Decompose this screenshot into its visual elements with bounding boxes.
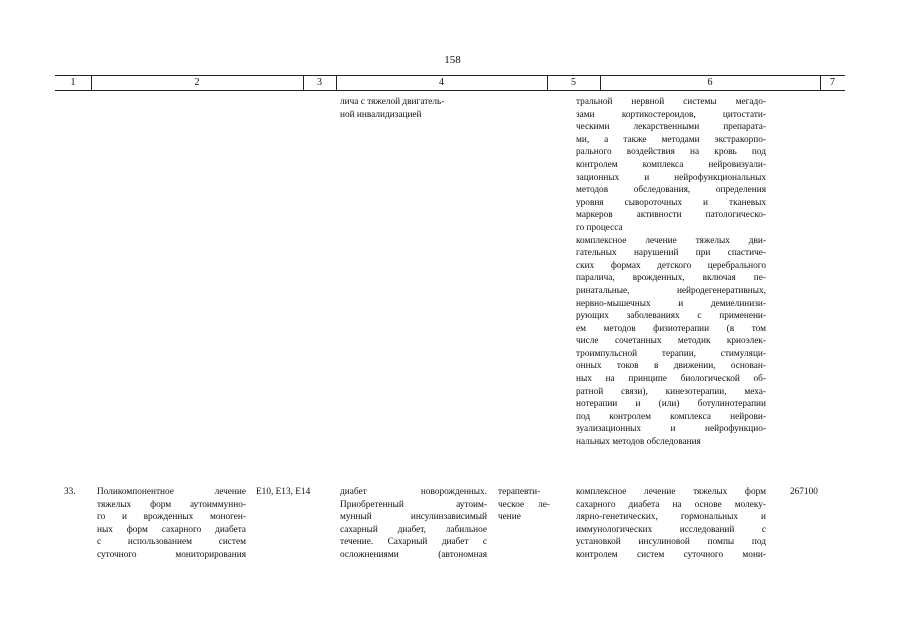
text-line: го и врожденных моноген- (97, 512, 246, 523)
text-line: лича с тяжелой двигатель- (340, 97, 445, 107)
text-line: лярно-генетических, гормональных и (576, 512, 766, 523)
text-line: зуализационных и нейрофункцио- (576, 424, 766, 435)
text-line: ческими лекарственными препарата- (576, 122, 766, 133)
continuation-col-4 (340, 96, 490, 121)
text-line: с использованием систем (97, 537, 246, 548)
header-col-2: 2 (194, 77, 200, 88)
text-line: чение (498, 512, 521, 523)
text-line: методов обследования, определения (576, 185, 766, 196)
table-header-row (55, 75, 845, 91)
text-line: иммунологических исследований с (576, 524, 766, 535)
text-line: течение. Сахарный диабет с (340, 537, 487, 548)
text-line: ем методов физиотерапии (в том (576, 323, 766, 334)
text-line: маркеров активности патологическо- (576, 210, 766, 221)
page-number: 158 (444, 54, 461, 66)
text-line: сахарного диабета на основе молеку- (576, 499, 766, 510)
row33-col-3-icd-codes: E10, E13, E14 (256, 487, 311, 497)
text-line: ческое ле- (498, 499, 550, 510)
row33-col-4 (340, 486, 487, 562)
text-line: го процесса (576, 222, 623, 233)
text-line: гательных нарушений при спастиче- (576, 248, 766, 259)
text-line: рующих заболеваниях с применени- (576, 311, 766, 322)
text-line: нервно-мышечных и демиелинизи- (576, 298, 766, 309)
text-line: зационных и нейрофункциональных (576, 172, 766, 183)
text-line: нотерапии и (или) ботулинотерапии (576, 399, 766, 410)
text-line: ратной связи), кинезотерапии, меха- (576, 386, 766, 397)
text-line: Поликомпонентное лечение (97, 487, 246, 497)
text-line: мунный инсулинзависимый (340, 512, 487, 523)
header-col-7: 7 (830, 77, 835, 88)
header-col-6: 6 (707, 77, 713, 88)
text-line: зами кортикостероидов, цитостати- (576, 109, 766, 120)
text-line: осложнениями (автономная (340, 549, 487, 560)
row33-col-2 (97, 486, 246, 562)
text-line: диабет новорожденных. (340, 487, 487, 497)
text-line: ми, а также методами экстракорпо- (576, 134, 766, 145)
text-line: троимпульсной терапии, стимуляци- (576, 348, 766, 359)
header-col-1: 1 (70, 77, 76, 88)
text-line: числе сочетанных методик криоэлек- (576, 336, 766, 347)
row33-col-5 (498, 486, 550, 524)
text-line: ных на принципе биологической об- (576, 374, 766, 385)
text-line: под контролем комплекса нейрови- (576, 411, 766, 422)
text-line: онных токов в движении, основан- (576, 361, 766, 372)
text-line: паралича, врожденных, включая пе- (576, 273, 766, 284)
text-line: тяжелых форм аутоиммунно- (97, 499, 246, 510)
text-line: установкой инсулиновой помпы под (576, 537, 766, 548)
text-line: ских формах детского церебрального (576, 260, 766, 271)
text-line: нальных методов обследования (576, 437, 701, 448)
header-col-3: 3 (317, 77, 322, 88)
row33-col-6 (576, 486, 766, 562)
text-line: суточного мониторирования (97, 549, 246, 560)
text-line: ных форм сахарного диабета (97, 524, 246, 535)
header-col-5: 5 (571, 77, 576, 88)
header-col-4: 4 (439, 77, 444, 88)
row-number: 33. (64, 487, 76, 497)
text-line: уровня сывороточных и тканевых (576, 197, 766, 208)
text-line: ной инвалидизацией (340, 109, 422, 120)
continuation-col-6 (576, 96, 766, 449)
text-line: рального воздействия на кровь под (576, 147, 766, 158)
text-line: контролем систем суточного мони- (576, 549, 766, 560)
text-line: терапевти- (498, 487, 541, 497)
text-line: Приобретенный аутоим- (340, 499, 487, 510)
row33-col-7-cost: 267100 (790, 487, 818, 497)
text-line: комплексное лечение тяжелых дви- (576, 235, 766, 246)
text-line: контролем комплекса нейровизуали- (576, 159, 766, 170)
text-line: тральной нервной системы мегадо- (576, 97, 766, 107)
text-line: сахарный диабет, лабильное (340, 524, 487, 535)
text-line: комплексное лечение тяжелых форм (576, 487, 766, 497)
text-line: ринатальные, нейродегенеративных, (576, 285, 766, 296)
